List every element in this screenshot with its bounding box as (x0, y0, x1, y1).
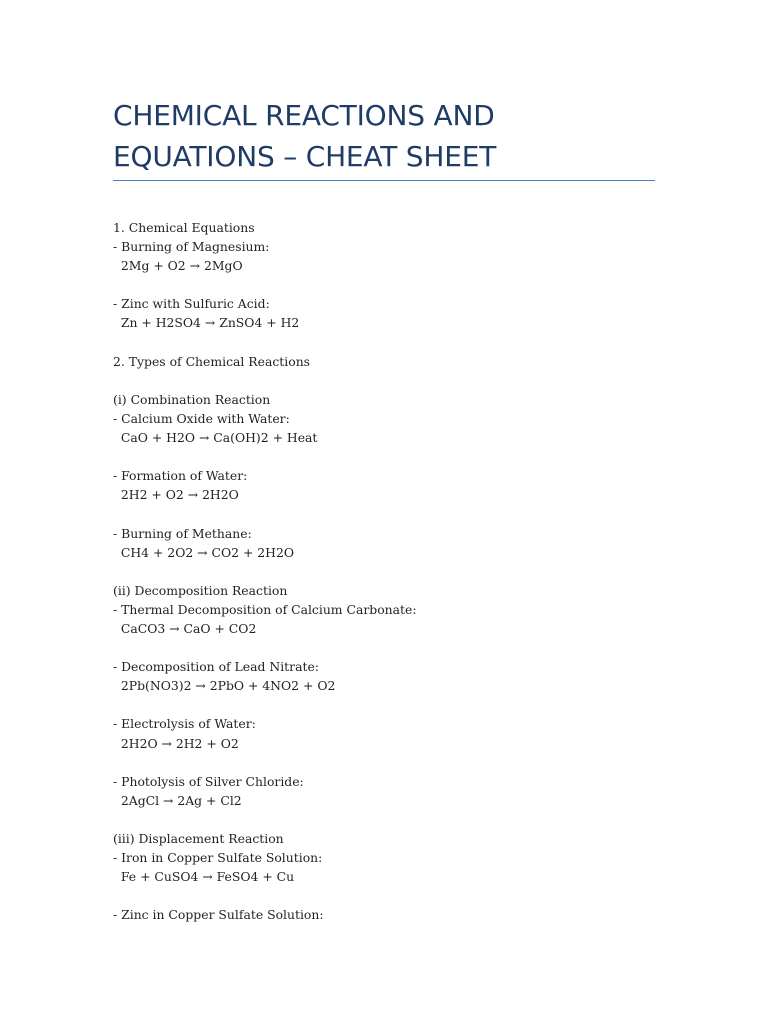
title-divider (113, 180, 655, 181)
text-line: - Zinc with Sulfuric Acid: (113, 296, 270, 312)
text-line (113, 695, 658, 714)
text-line: - Calcium Oxide with Water: (113, 410, 290, 426)
text-line (113, 753, 658, 772)
text-line: - Formation of Water: (113, 468, 248, 484)
text-line (113, 810, 658, 829)
text-line: 2H2O → 2H2 + O2 (113, 735, 239, 751)
text-line: 2Pb(NO3)2 → 2PbO + 4NO2 + O2 (113, 678, 336, 694)
text-line (113, 333, 658, 352)
text-line: 2. Types of Chemical Reactions (113, 353, 311, 369)
text-line: (i) Combination Reaction (113, 391, 271, 407)
text-line: CaCO3 → CaO + CO2 (113, 620, 257, 636)
text-line: - Electrolysis of Water: (113, 716, 256, 732)
text-line: CaO + H2O → Ca(OH)2 + Heat (113, 430, 318, 446)
text-line (113, 275, 658, 294)
text-line: Fe + CuSO4 → FeSO4 + Cu (113, 869, 295, 885)
text-line: 2H2 + O2 → 2H2O (113, 487, 239, 503)
text-line (113, 447, 658, 466)
text-line (113, 371, 658, 390)
text-line (113, 638, 658, 657)
text-line: 1. Chemical Equations (113, 220, 255, 235)
text-line: (ii) Decomposition Reaction (113, 582, 288, 598)
text-line (113, 562, 658, 581)
text-line (113, 886, 658, 905)
text-line: - Photolysis of Silver Chloride: (113, 773, 304, 789)
document-title: CHEMICAL REACTIONS AND EQUATIONS – CHEAT SHEET (113, 99, 497, 173)
text-line: CH4 + 2O2 → CO2 + 2H2O (113, 544, 295, 560)
text-line: 2AgCl → 2Ag + Cl2 (113, 792, 242, 808)
text-line: - Decomposition of Lead Nitrate: (113, 659, 319, 675)
text-line: - Zinc in Copper Sulfate Solution: (113, 907, 324, 923)
text-line: - Thermal Decomposition of Calcium Carbonate: (113, 601, 417, 617)
text-line (113, 504, 658, 523)
text-line: Zn + H2SO4 → ZnSO4 + H2 (113, 315, 300, 331)
document-body (113, 218, 658, 924)
text-line: 2Mg + O2 → 2MgO (113, 258, 243, 274)
text-line: - Iron in Copper Sulfate Solution: (113, 850, 323, 866)
text-line: (iii) Displacement Reaction (113, 831, 284, 846)
text-line: - Burning of Magnesium: (113, 239, 270, 255)
text-line: - Burning of Methane: (113, 525, 252, 541)
